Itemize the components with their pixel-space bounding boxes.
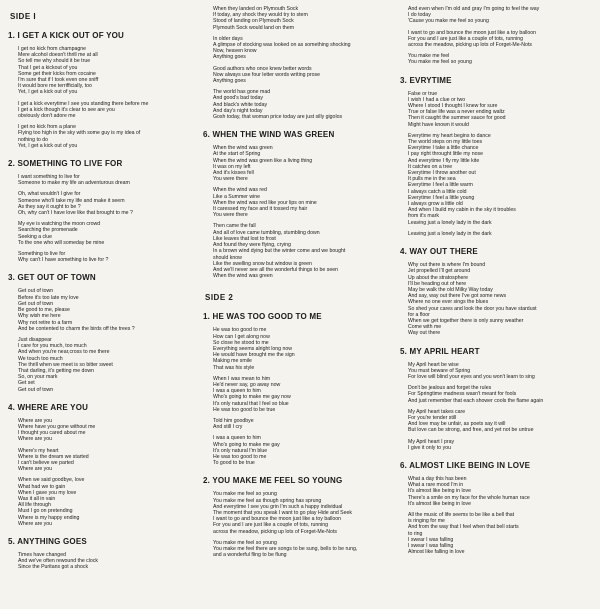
lyric-line: is ringing for me — [408, 518, 445, 525]
lyric-stanza — [408, 262, 590, 336]
lyric-line: Almost like falling in love — [408, 549, 465, 556]
lyric-line: But love can be strong, and free, and yet not be untrue — [408, 427, 534, 434]
lyric-line: Something to live for — [18, 251, 66, 258]
lyric-line: What a rare mood I'm in — [408, 482, 464, 489]
lyric-line: Might have known it would — [408, 121, 469, 128]
song-title: 1. HE WAS TOO GOOD TO ME — [203, 312, 322, 322]
lyric-line: And everytime I see you grin I'm such a happy individual — [213, 503, 343, 510]
lyric-line: Some get their kicks from cocaine — [18, 70, 96, 77]
lyric-line: Way out there — [408, 330, 441, 337]
side-heading: SIDE I — [10, 12, 37, 21]
lyric-stanza — [213, 418, 393, 430]
lyric-line: When the wind was green like a living thing — [213, 157, 313, 164]
lyric-line: And we'll never see all the wonderful things to be seen — [213, 266, 338, 273]
lyric-line: I pay right throught little my nose — [408, 151, 483, 158]
lyric-line: You must beware of Spring — [408, 367, 471, 374]
lyric-line: should know — [213, 254, 242, 261]
lyric-line: Where are you — [18, 417, 53, 424]
lyric-line: Where is my happy ending — [18, 514, 80, 521]
lyric-line: Making me smile — [213, 358, 252, 365]
lyric-line: And black's white today — [213, 101, 268, 108]
lyric-line: False or true — [408, 90, 438, 97]
lyric-line: Was it all in vain — [18, 495, 56, 502]
lyric-line: When the wind was red like your lips on mine — [213, 199, 317, 206]
lyric-line: My eye is watching the moon crowd — [18, 221, 101, 228]
lyric-line: For you and I are just like a couple of tots, running — [408, 35, 524, 42]
lyric-line: That was his style — [213, 364, 255, 371]
lyric-stanza — [213, 66, 393, 85]
lyric-line: We touch too much — [18, 355, 63, 362]
lyric-stanza — [408, 362, 590, 381]
lyric-line: Told him goodbye — [213, 417, 254, 424]
lyric-line: Searching the promenade — [18, 227, 78, 234]
lyric-line: A glimpse of stocking was looked on as something shocking — [213, 42, 351, 49]
lyric-line: May be walk the old Milky Way today — [408, 286, 493, 293]
song-title: 5. ANYTHING GOES — [8, 536, 87, 546]
lyric-line: Times have changed — [18, 551, 66, 558]
lyric-stanza — [18, 448, 198, 473]
lyric-stanza — [408, 439, 590, 451]
lyric-line: And we've often rewound the clock — [18, 558, 99, 565]
lyric-line: That I get a kickout of you — [18, 64, 78, 71]
lyric-line: Oh, what wouldn't I give for — [18, 191, 81, 198]
lyric-line: For you're tender still — [408, 414, 457, 421]
song-block — [400, 247, 590, 336]
lyric-line: Stood of landing on Plymouth Sock — [213, 18, 294, 25]
lyric-stanza — [18, 251, 198, 263]
lyric-line: Seeking a clue — [18, 233, 53, 240]
lyric-stanza — [18, 124, 198, 149]
lyric-line: You make me feel — [408, 53, 450, 60]
lyric-stanza — [408, 231, 590, 237]
lyric-line: I thought you cared about me — [18, 430, 86, 437]
lyric-stanza — [213, 6, 393, 31]
song-block — [203, 130, 393, 279]
lyric-line: My April heart takes care — [408, 408, 466, 415]
lyric-line: It's almost like being in love — [408, 488, 471, 495]
song-title: 6. ALMOST LIKE BEING IN LOVE — [400, 460, 531, 470]
lyric-line: Where are you — [18, 436, 53, 443]
lyric-line: For you and I are just like a couple of tots, running — [213, 522, 329, 529]
song-block — [400, 76, 590, 237]
lyric-line: And love may be unfair, as poets say it will — [408, 421, 506, 428]
lyric-line: I'm sure that if I took even one sniff — [18, 77, 99, 84]
lyrics-column-1 — [8, 6, 198, 581]
lyric-line: You make me feel as though spring has sprung — [213, 497, 322, 504]
lyric-stanza — [408, 409, 590, 434]
lyric-line: And say, way out there I've got some news — [408, 293, 507, 300]
lyric-line: Where's my heart — [18, 447, 59, 454]
lyric-line: In a brown wind dying but the winter come and we bought — [213, 248, 346, 255]
lyric-stanza — [408, 53, 590, 65]
lyric-line: Just disappear — [18, 336, 52, 343]
lyric-line: He'd never say, go away now — [213, 381, 281, 388]
lyric-stanza — [408, 476, 590, 507]
lyric-line: nothing to do — [18, 136, 48, 143]
lyric-line: Everytime I feel a little young — [408, 194, 475, 201]
lyric-line: Leaving just a lonely lady in the dark — [408, 230, 492, 237]
lyric-line: So, on your mark — [18, 374, 58, 381]
lyric-line: He would have brought me the sign — [213, 352, 295, 359]
song-block — [203, 6, 393, 120]
lyric-line: I do today — [408, 12, 431, 19]
song-title: 4. WHERE ARE YOU — [8, 402, 89, 412]
lyric-line: Don't be jealous and forget the rules — [408, 385, 492, 392]
lyric-line: When we get together there is only sunny weather — [408, 317, 524, 324]
lyric-line: True or false life was a never ending waltz — [408, 109, 505, 116]
lyric-line: Everytime my heart begins to dance — [408, 132, 491, 139]
lyric-stanza — [18, 46, 198, 96]
lyric-line: You were there — [213, 176, 248, 183]
lyric-stanza — [213, 327, 393, 370]
lyric-line: Be good to me, please — [18, 307, 70, 314]
lyric-line: There's a smile on my face for the whole human race — [408, 494, 530, 501]
lyric-line: Everytime I take a little chance — [408, 145, 479, 152]
lyric-line: Good authors who once knew better words — [213, 65, 312, 72]
lyric-line: He was too good to me — [213, 327, 267, 334]
lyric-stanza — [408, 91, 590, 128]
lyric-line: Up about the stratosphere — [408, 274, 468, 281]
lyric-line: When the wind was red — [213, 187, 267, 194]
song-block — [203, 476, 393, 558]
lyric-line: You make me feel so young — [213, 491, 277, 498]
lyric-line: Plymouth Sock would land on them — [213, 24, 295, 31]
lyric-line: I give it only to you — [408, 444, 451, 451]
lyric-line: It's almost like being in love — [408, 500, 471, 507]
lyric-line: And when you're near,cross to me there — [18, 349, 110, 356]
lyric-line: You make me feel so young — [408, 59, 472, 66]
lyric-line: He was too good to me — [213, 453, 267, 460]
lyric-line: The moment that you speak I want to go play Hide and Seek — [213, 509, 352, 516]
lyric-line: And when I build my cabin in the sky it troubles — [408, 207, 516, 214]
lyric-line: Why wish me here — [18, 313, 61, 320]
lyric-line: It would bore me terrifficially, too — [18, 83, 92, 90]
lyric-line: My April heart I pray — [408, 438, 455, 445]
lyric-line: Why not retire to a farm — [18, 319, 73, 326]
lyric-line: How can I get along now — [213, 333, 270, 340]
lyric-stanza — [213, 36, 393, 61]
lyric-line: The world has gone mad — [213, 89, 271, 96]
lyric-stanza — [18, 174, 198, 186]
lyric-stanza — [408, 512, 590, 555]
lyric-stanza — [18, 288, 198, 331]
lyric-stanza — [213, 145, 393, 182]
lyric-line: And found they were flying, crying — [213, 242, 291, 249]
lyric-line: It was on my left — [213, 163, 251, 170]
lyric-line: It caressed my face and it tossed my hair — [213, 206, 308, 213]
lyric-line: I want something to live for — [18, 174, 80, 181]
lyric-stanza — [18, 101, 198, 120]
song-block — [400, 6, 590, 66]
song-title: 1. I GET A KICK OUT OF YOU — [8, 31, 125, 40]
lyric-line: To good to be true — [213, 460, 255, 467]
lyric-line: Gosh today, that woman price today are just silly gigolos — [213, 114, 343, 121]
lyric-line: Then it caught the summer sauce for good — [408, 115, 506, 122]
song-block — [400, 347, 590, 451]
lyric-line: from it's mark — [408, 213, 439, 220]
lyric-line: 'Cause you make me feel so young — [408, 18, 489, 25]
lyric-line: At the start of Spring — [213, 151, 261, 158]
lyric-line: He was too good to be true — [213, 406, 276, 413]
lyric-line: I was a queen to him — [213, 435, 261, 442]
lyric-line: Where are you — [18, 466, 53, 473]
song-title: 2. YOU MAKE ME FEEL SO YOUNG — [203, 476, 343, 486]
lyric-line: What had we to gain — [18, 483, 66, 490]
lyric-stanza — [213, 376, 393, 413]
lyric-line: Get set — [18, 380, 35, 387]
lyric-stanza — [213, 491, 393, 534]
lyric-line: Anything goes — [213, 78, 246, 85]
lyric-line: obviously don't adore me — [18, 113, 76, 120]
lyric-line: Since the Puritans got a shock — [18, 564, 89, 571]
lyric-line: Where no one ever sings the blues — [408, 299, 489, 306]
lyric-line: Anything goes — [213, 54, 246, 61]
lyric-line: You were there — [213, 212, 248, 219]
lyric-line: So close he stood to me — [213, 339, 269, 346]
lyric-line: I want to go and bounce the moon just like a toy balloon — [408, 29, 537, 36]
lyric-line: Who's going to make me gay — [213, 441, 280, 448]
lyric-line: When I gave you my love — [18, 489, 77, 496]
lyric-line: Why out there is where I'm bound — [408, 262, 486, 269]
lyric-line: Get out of town — [18, 386, 54, 393]
lyric-line: Like the swelling snow but window is green — [213, 260, 312, 267]
song-title: 5. MY APRIL HEART — [400, 346, 480, 356]
lyric-line: The thrill when we meet is so bitter sweet — [18, 361, 113, 368]
lyric-stanza — [213, 187, 393, 218]
lyric-line: For Springtime madness wasn't meant for fools — [408, 391, 517, 398]
lyric-line: Mere alcohol doesn't thrill me at all — [18, 52, 98, 59]
lyric-stanza — [213, 435, 393, 466]
lyric-line: Yet, I get a kick out of you — [18, 142, 78, 149]
lyric-line: For love will blind your eyes and you won't learn to sing — [408, 373, 535, 380]
lyric-line: To the one who will someday be mine — [18, 239, 105, 246]
lyric-line: Flying too high in the sky with some guy is my idea of — [18, 130, 141, 137]
side-heading: SIDE 2 — [205, 293, 234, 303]
lyric-line: Where are you — [18, 520, 53, 527]
lyric-line: All life through — [18, 502, 51, 509]
lyric-line: I swear I was falling — [408, 536, 454, 543]
lyric-line: The world steps on my little toes — [408, 139, 483, 146]
lyric-line: I get no kick from a plane — [18, 124, 76, 131]
lyric-line: Oh, why can't I have love like that brought to me ? — [18, 210, 133, 217]
lyric-line: across the meadow, picking up lots of Forget-Me-Nots — [213, 528, 337, 535]
lyric-line: Why can't I have something to live for ? — [18, 257, 109, 264]
lyric-line: You make me feel there are songs to be sung, bells to be rung, — [213, 546, 358, 552]
song-block — [400, 461, 590, 555]
lyric-line: Get out of town — [18, 288, 54, 295]
lyric-line: Everything seems alright long now — [213, 345, 293, 352]
lyric-line: Before it's too late my love — [18, 294, 79, 301]
lyric-stanza — [18, 337, 198, 393]
lyric-line: As they say it ought to be ? — [18, 203, 81, 210]
lyric-line: I always catch a little cold — [408, 188, 467, 195]
lyric-line: When the wind was green — [213, 273, 273, 280]
lyric-line: And good's bad today — [213, 95, 264, 102]
song-block — [8, 537, 198, 571]
lyric-line: And just remember that each shower cools the flame again — [408, 397, 544, 404]
lyric-stanza — [408, 385, 590, 404]
lyric-stanza — [213, 89, 393, 120]
song-title: 4. WAY OUT THERE — [400, 247, 478, 257]
lyric-line: Jet propelled I'll get around — [408, 268, 471, 275]
lyric-line: I get a kick though it's clear to see are you — [18, 106, 115, 113]
lyric-stanza — [18, 418, 198, 443]
lyric-line: Get out of town — [18, 300, 54, 307]
song-block — [8, 31, 198, 149]
song-title: 6. WHEN THE WIND WAS GREEN — [203, 130, 335, 140]
lyric-line: When the wind was green — [213, 145, 273, 152]
lyric-line: And day's night today — [213, 107, 263, 114]
lyric-line: When we said goodbye, love — [18, 477, 85, 484]
lyric-line: I'll be heading out of here — [408, 280, 467, 287]
lyric-line: All the music of life seems to be like a bell that — [408, 511, 515, 518]
song-title: 3. EVRYTIME — [400, 75, 452, 85]
lyric-line: I always grow a little old — [408, 201, 463, 208]
lyric-stanza — [18, 477, 198, 527]
lyrics-column-2 — [203, 6, 393, 568]
lyric-line: Must I go on pretending — [18, 508, 73, 515]
song-title: 3. GET OUT OF TOWN — [8, 273, 96, 283]
lyric-stanza — [18, 552, 198, 571]
song-block — [203, 312, 393, 466]
lyric-stanza — [408, 6, 590, 25]
lyric-line: It's only natural I'm blue — [213, 447, 268, 454]
lyric-line: Where I stood I thought I knew for sure — [408, 103, 498, 110]
lyric-stanza — [213, 223, 393, 279]
lyric-line: And from the way that I feel when that bell starts — [408, 524, 519, 531]
lyric-line: I want to go and bounce the moon just like a toy balloon — [213, 516, 342, 523]
lyric-line: It catches on a tree — [408, 163, 453, 170]
lyric-line: I can't believe we parted — [18, 459, 74, 466]
lyric-line: Everytime I feel a little warm — [408, 182, 473, 189]
lyric-line: Where is the dream we started — [18, 453, 89, 460]
lyric-line: Yet, I get a kick out of you — [18, 89, 78, 96]
lyric-line: Now always use four letter words writing prose — [213, 71, 320, 78]
lyric-line: And be contented to charm the birds off the trees ? — [18, 325, 135, 332]
lyric-line: Then came the fall — [213, 223, 256, 230]
lyric-line: I care for you much, too much — [18, 343, 87, 350]
lyric-line: And still I cry — [213, 424, 243, 431]
lyric-line: to ring — [408, 530, 423, 537]
song-title: 2. SOMETHING TO LIVE FOR — [8, 159, 123, 169]
lyric-line: And even when I'm old and gray I'm going to feel the way — [408, 6, 540, 12]
lyric-line: When they landed on Plymouth Sock — [213, 6, 299, 12]
lyric-line: Come with me — [408, 324, 442, 331]
lyric-line: Someone who'll take my life and make it seem — [18, 197, 125, 204]
lyric-line: If today, any shock they would try to stem — [213, 12, 308, 19]
lyric-line: Leaving just a lonely lady in the dark — [408, 219, 492, 226]
lyric-line: for a floor — [408, 311, 430, 318]
lyric-line: You make me feel so young — [213, 539, 277, 546]
lyric-line: In older days — [213, 35, 243, 42]
lyric-line: And all of love came tumbling, stumbling down — [213, 229, 320, 236]
lyric-stanza — [213, 540, 393, 559]
song-block — [8, 273, 198, 392]
lyric-line: It's only natural that I feel so blue — [213, 400, 289, 407]
lyric-line: Like leaves that lost to frost — [213, 235, 276, 242]
lyric-line: And everytime I fly my little kite — [408, 157, 480, 164]
lyric-line: Everytime I throw another out — [408, 170, 476, 177]
lyric-line: It pulls me in the sea — [408, 176, 456, 183]
lyric-line: I get no kick from champagne — [18, 46, 87, 52]
lyrics-column-3 — [400, 6, 590, 565]
lyric-line: When I was mean to him — [213, 375, 271, 382]
lyric-line: and a wonderful fling to be flung — [213, 552, 287, 559]
lyric-line: Who's going to make me gay now — [213, 394, 291, 401]
lyric-stanza — [408, 30, 590, 49]
lyric-stanza — [408, 133, 590, 226]
lyric-line: So tell me why should it be true — [18, 58, 91, 65]
lyric-line: I swear I was falling — [408, 543, 454, 549]
lyric-line: I was a queen to him — [213, 388, 261, 395]
lyric-stanza — [18, 191, 198, 216]
song-block — [8, 403, 198, 527]
lyric-line: I wish I had a clue or two — [408, 96, 466, 103]
lyric-line: Now, heaven know — [213, 48, 257, 55]
lyric-line: Someone to make my life an adventurous dream — [18, 180, 130, 187]
lyric-line: Where have you gone without me — [18, 423, 96, 430]
lyric-line: My April heart be wise — [408, 361, 459, 368]
lyric-line: What a day this has been — [408, 475, 467, 482]
lyric-line: That darling, it's getting me down — [18, 367, 94, 374]
lyric-line: So shed your cares and look the door you have stardust — [408, 305, 537, 312]
lyric-line: I get a kick everytime I see you standing there before me — [18, 100, 149, 107]
lyric-line: across the meadow, picking up lots of Forget-Me-Nots — [408, 42, 532, 49]
lyric-stanza — [18, 221, 198, 246]
lyric-line: Like a Summer wine — [213, 193, 260, 200]
song-block — [8, 159, 198, 263]
lyric-line: And it's kisses fell — [213, 170, 254, 177]
